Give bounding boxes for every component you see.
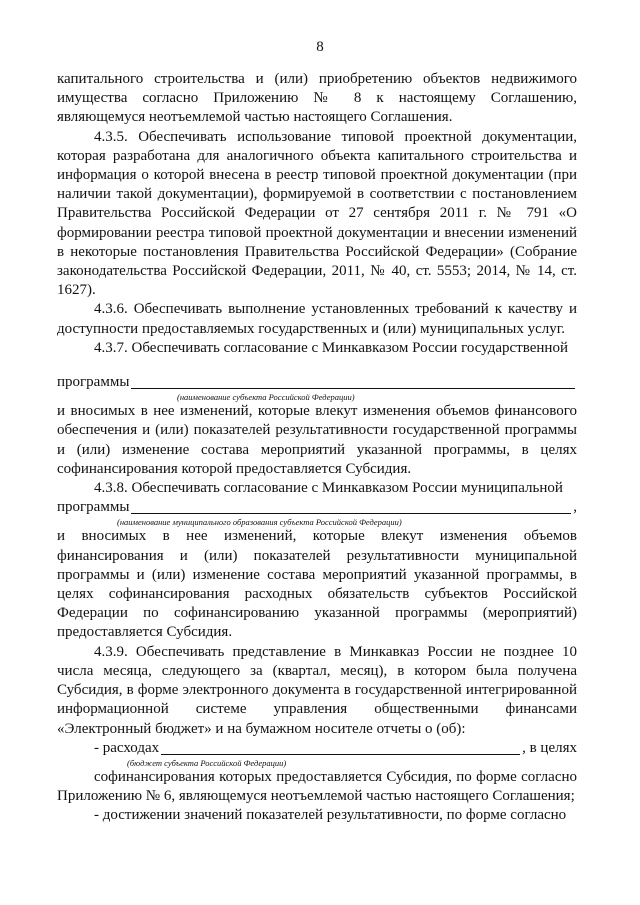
field-label: - расходах: [94, 739, 160, 756]
field-caption: (наименование субъекта Российской Федерации): [177, 392, 355, 403]
paragraph-4-3-7: 4.3.7. Обеспечивать согласование с Минкавказом России государственной: [94, 339, 568, 356]
field-caption: (наименование муниципального образования субъекта Российской Федерации): [117, 517, 402, 528]
field-end: , в целях: [522, 739, 577, 756]
paragraph-continuation: капитального строительства и (или) приобретению объектов недвижимого имущества согласно Приложению № 8 к настоящему Соглашению, являющемуся неотъемлемой частью настоящего Соглашения.: [57, 71, 577, 126]
municipal-program-field: [57, 498, 577, 517]
expenses-field: [57, 739, 577, 758]
paragraph-4-3-7-continuation: и вносимых в нее изменений, которые влекут изменения объемов финансового обеспечения и (или) показателей результативности государственной программы и (или) изменение состава мероприятий указанной программы, в целях софинансирования которой предоставляется Субсидия.: [57, 403, 577, 477]
field-end: ,: [573, 499, 577, 516]
paragraph-4-3-8-continuation: и вносимых в нее изменений, которые влекут изменения объемов финансирования и (или) показателей результативности муниципальной программы и (или) изменение состава мероприятий указанной программы, в целях софинансирования расходных обязательств субъектов Российской Федерации по софинансированию указанной программы (мероприятий) предоставляется Субсидия.: [57, 528, 577, 641]
page-number: 8: [316, 39, 324, 55]
blank-line: [131, 375, 575, 389]
field-label: программы: [57, 499, 130, 516]
blank-line: [161, 741, 520, 755]
paragraph-4-3-6: 4.3.6. Обеспечивать выполнение установленных требований к качеству и доступности предоставляемых государственных и (или) муниципальных услуг.: [57, 301, 577, 337]
results-item: - достижении значений показателей результативности, по форме согласно: [94, 807, 567, 824]
blank-line: [131, 500, 571, 514]
paragraph-4-3-9: 4.3.9. Обеспечивать представление в Минкавказ России не позднее 10 числа месяца, следующего за (квартал, месяц), в котором была получена Субсидия, в форме электронного документа в государственной интегрированной информационной системе управления общественными финансами «Электронный бюджет» и на бумажном носителе отчеты о (об):: [57, 643, 577, 737]
field-label: программы: [57, 374, 130, 391]
paragraph-4-3-8: 4.3.8. Обеспечивать согласование с Минкавказом России муниципальной: [94, 480, 563, 497]
expenses-continuation: софинансирования которых предоставляется Субсидия, по форме согласно Приложению № 6, являющемуся неотъемлемой частью настоящего Соглашения;: [57, 768, 577, 805]
state-program-field: [57, 373, 577, 392]
field-caption: (бюджет субъекта Российской Федерации): [127, 757, 287, 768]
paragraph-4-3-5: 4.3.5. Обеспечивать использование типовой проектной документации, которая разработана для аналогичного объекта капитального строительства и информация о которой внесена в реестр типовой проектной документации (при наличии такой документации), формируемой в соответствии с постановлением Правительства Российской Федерации от 27 сентября 2011 г. № 791 «О формировании реестра типовой проектной документации и внесении изменений в некоторые постановления Правительства Российской Федерации» (Собрание законодательства Российской Федерации, 2011, № 40, ст. 5553; 2014, № 14, ст. 1627).: [57, 128, 577, 299]
document-body: [57, 70, 577, 826]
